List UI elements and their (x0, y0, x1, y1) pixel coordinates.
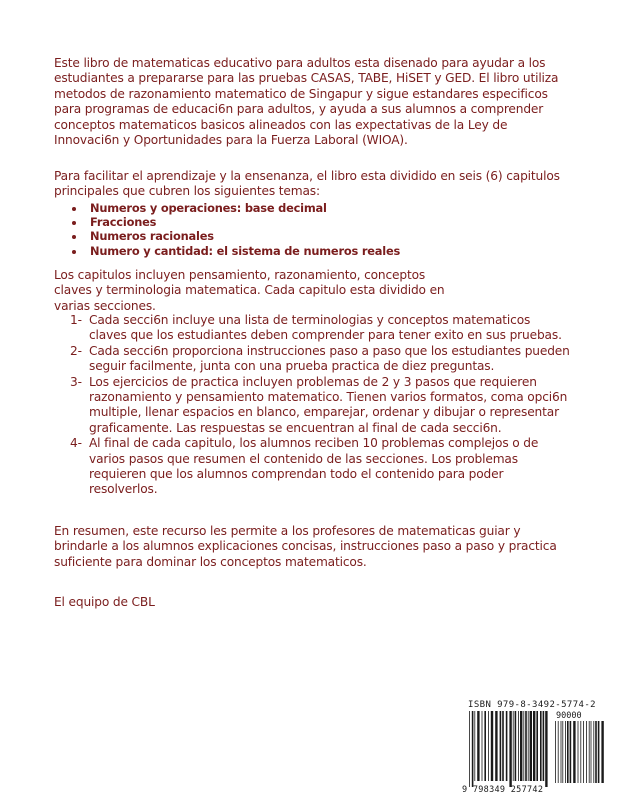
barcode-bar (484, 711, 486, 781)
barcode-bar (536, 711, 538, 781)
barcode-bar (562, 721, 563, 783)
barcode-bar (474, 711, 475, 781)
barcode-bar (578, 721, 579, 783)
topic-item: Numeros y operaciones: base decimal (70, 201, 570, 215)
topic-item: Fracciones (70, 215, 570, 229)
barcode-bar (601, 721, 603, 783)
barcode-bar (591, 721, 592, 783)
barcode-bar (472, 711, 474, 787)
barcode-bar (540, 711, 542, 781)
barcode-bar (595, 721, 597, 783)
topics-list (70, 201, 570, 258)
barcode-bar (555, 721, 556, 783)
barcode-bar (545, 711, 547, 787)
barcode-bar (520, 711, 522, 781)
barcode-bar (570, 721, 572, 783)
barcode-bar (515, 711, 517, 781)
summary-paragraph: En resumen, este recurso les permite a los profesores de matematicas guiar y brindarle a los alumnos explicaciones concisas, instrucciones paso a paso y practica suficiente para dominar los conceptos matematicos. (54, 524, 557, 569)
barcode-bar (567, 721, 569, 783)
section-step (70, 344, 570, 375)
barcode-bar (513, 711, 514, 781)
step-text: Cada secci6n proporciona instrucciones paso a paso que los estudiantes pueden seguir facilmente, junta con una prueba practica de diez preguntas. (89, 343, 570, 374)
sections-list (70, 313, 570, 498)
barcode-bar (565, 721, 566, 783)
barcode-bar (533, 711, 535, 781)
section-step (70, 313, 570, 344)
barcode-bar (477, 711, 479, 781)
barcode-bar (482, 711, 483, 781)
chapters-description: Los capitulos incluyen pensamiento, razonamiento, conceptos claves y terminologia matematica. Cada capitulo esta dividido en varias secciones. (54, 268, 445, 313)
barcode-bar (573, 721, 575, 783)
barcode-bar (598, 721, 600, 783)
barcode-bar (502, 711, 504, 781)
step-number: 3- (70, 374, 82, 389)
section-step (70, 375, 570, 437)
isbn-label: ISBN 979-8-3492-5774-2 (468, 700, 597, 710)
step-text: Cada secci6n incluye una lista de terminologias y conceptos matematicos claves que los estudiantes deben comprender para tener exito en sus pruebas. (89, 313, 562, 343)
barcode-bar (509, 711, 511, 787)
barcode-bar (525, 711, 527, 781)
step-number: 2- (70, 343, 82, 358)
barcode-bar (506, 711, 508, 781)
ean-barcode (468, 711, 550, 787)
step-text: Al final de cada capitulo, los alumnos reciben 10 problemas complejos o de varios pasos que resumen el contenido de las secciones. Los problemas requieren que los alumnos comprendan todo el contenido para poder resolverlos. (89, 436, 539, 497)
barcode-bar (580, 721, 581, 783)
barcode-bar (593, 721, 594, 783)
section-step (70, 436, 570, 498)
barcode-bar (528, 711, 529, 781)
step-number: 4- (70, 436, 82, 451)
addon-barcode (554, 721, 606, 787)
barcode-bar (500, 711, 502, 781)
barcode-bar (589, 721, 590, 783)
step-text: Los ejercicios de practica incluyen problemas de 2 y 3 pasos que requieren razonamiento y pensamiento matematico. Tienen varios formatos, coma opci6n multiple, llenar espacios en blanco, emparejar, ordenar y dibujar o representar graficamente. Las respuestas se encuentran al final de cada secci6n. (89, 374, 568, 435)
barcode-bar (586, 721, 587, 783)
signature: El equipo de CBL (54, 595, 155, 609)
barcode-bar (491, 711, 493, 781)
topic-item: Numeros racionales (70, 229, 570, 243)
barcode-bar (561, 721, 562, 783)
barcode-bar (488, 711, 489, 781)
barcode-bar (495, 711, 497, 781)
barcode-bar (558, 721, 559, 783)
barcode-bar (543, 711, 545, 781)
barcode-bar (523, 711, 524, 781)
chapters-intro-paragraph: Para facilitar el aprendizaje y la ensenanza, el libro esta dividido en seis (6) capitulos principales que cubren los siguientes temas: (54, 169, 560, 199)
barcode-bar (583, 721, 584, 783)
intro-paragraph: Este libro de matematicas educativo para adultos esta disenado para ayudar a los estudiantes a prepararse para las pruebas CASAS, TABE, HiSET y GED. El libro utiliza metodos de razonamiento matematico de Singapur y sigue estandares especificos para programas de educaci6n para adultos, y ayuda a sus alumnos a comprender conceptos matematicos basicos alineados con las expectativas de la Ley de Innovaci6n y Oportunidades para la Fuerza Laboral (WIOA). (54, 56, 559, 148)
topic-item: Numero y cantidad: el sistema de numeros reales (70, 244, 570, 258)
barcode-bar (530, 711, 532, 781)
step-number: 1- (70, 313, 82, 327)
isbn-barcode-block (458, 697, 618, 800)
price-code: 90000 (556, 711, 582, 721)
ean-digits: 9 798349 257742 (462, 785, 544, 795)
barcode-bar (469, 711, 470, 787)
barcode-bar (518, 711, 519, 781)
